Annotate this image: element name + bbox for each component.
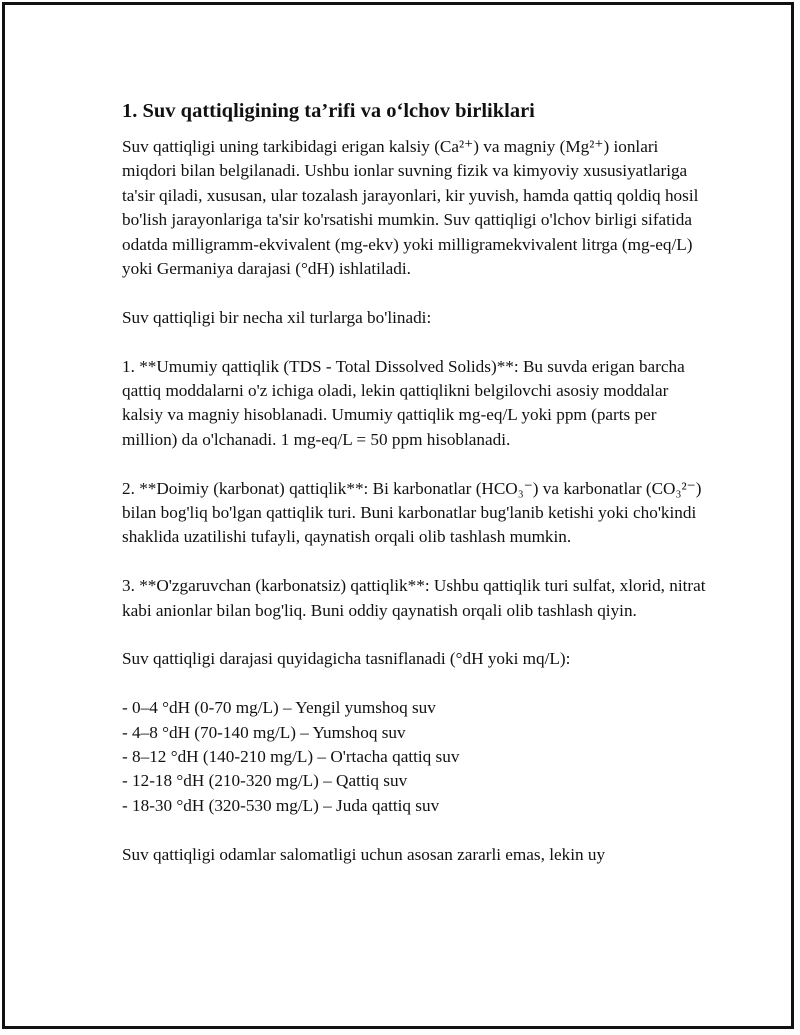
types-intro-paragraph: Suv qattiqligi bir necha xil turlarga bo'linadi: — [122, 307, 432, 327]
document-title: 1. Suv qattiqligining ta’rifi va o‘lchov birliklari — [122, 100, 535, 122]
paragraph-spacer — [122, 281, 712, 305]
carbonate-hardness-paragraph: 2. **Doimiy (karbonat) qattiqlik**: Bi karbonatlar (HCO₃⁻) va karbonatlar (CO₃²⁻) bilan bog'liq bo'lgan qattiqlik turi. Buni karbonatlar bug'lanib ketishi yoki cho'kindi shaklida uzatilishi tufayli, qaynatish orqali olib tashlash mumkin. — [122, 478, 702, 547]
noncarbonate-hardness-paragraph: 3. **O'zgaruvchan (karbonatsiz) qattiqlik**: Ushbu qattiqlik turi sulfat, xlorid, nitrat kabi anionlar bilan bog'liq. Buni oddiy qaynatish orqali olib tashlash qiyin. — [122, 576, 706, 620]
list-item: - 0–4 °dH (0-70 mg/L) – Yengil yumshoq suv — [122, 698, 436, 718]
paragraph-spacer — [122, 623, 712, 647]
hardness-classification-list — [122, 696, 712, 818]
list-item: - 4–8 °dH (70-140 mg/L) – Yumshoq suv — [122, 722, 406, 742]
closing-paragraph: Suv qattiqligi odamlar salomatligi uchun asosan zararli emas, lekin uy — [122, 844, 606, 864]
paragraph-spacer — [122, 550, 712, 574]
total-hardness-paragraph: 1. **Umumiy qattiqlik (TDS - Total Dissolved Solids)**: Bu suvda erigan barcha qattiq moddalarni o'z ichiga oladi, lekin qattiqlikni belgilovchi asosiy moddalar kalsiy va magniy hisoblanadi. Umumiy qattiqlik mg-eq/L yoki ppm (parts per million) da o'lchanadi. 1 mg-eq/L = 50 ppm hisoblanadi. — [122, 356, 685, 449]
paragraph-spacer — [122, 672, 712, 696]
list-item: - 8–12 °dH (140-210 mg/L) – O'rtacha qattiq suv — [122, 747, 460, 767]
intro-paragraph: Suv qattiqligi uning tarkibidagi erigan kalsiy (Ca²⁺) va magniy (Mg²⁺) ionlari miqdori bilan belgilanadi. Ushbu ionlar suvning fizik va kimyoviy xususiyatlariga ta'sir qiladi, xususan, ular tozalash jarayonlari, kir yuvish, hamda qattiq qoldiq hosil bo'lish jarayonlariga ta'sir ko'rsatishi mumkin. Suv qattiqligi o'lchov birligi sifatida odatda milligramm-ekvivalent (mg-ekv) yoki milligramekvivalent litrga (mg-eq/L) yoki Germaniya darajasi (°dH) ishlatiladi. — [122, 137, 699, 279]
list-item: - 12-18 °dH (210-320 mg/L) – Qattiq suv — [122, 771, 408, 791]
list-item: - 18-30 °dH (320-530 mg/L) – Juda qattiq suv — [122, 795, 440, 815]
document-body — [122, 97, 712, 867]
classification-intro-paragraph: Suv qattiqligi darajasi quyidagicha tasniflanadi (°dH yoki mq/L): — [122, 649, 571, 669]
paragraph-spacer — [122, 818, 712, 842]
paragraph-spacer — [122, 330, 712, 354]
paragraph-spacer — [122, 452, 712, 476]
page-frame — [2, 2, 794, 1029]
